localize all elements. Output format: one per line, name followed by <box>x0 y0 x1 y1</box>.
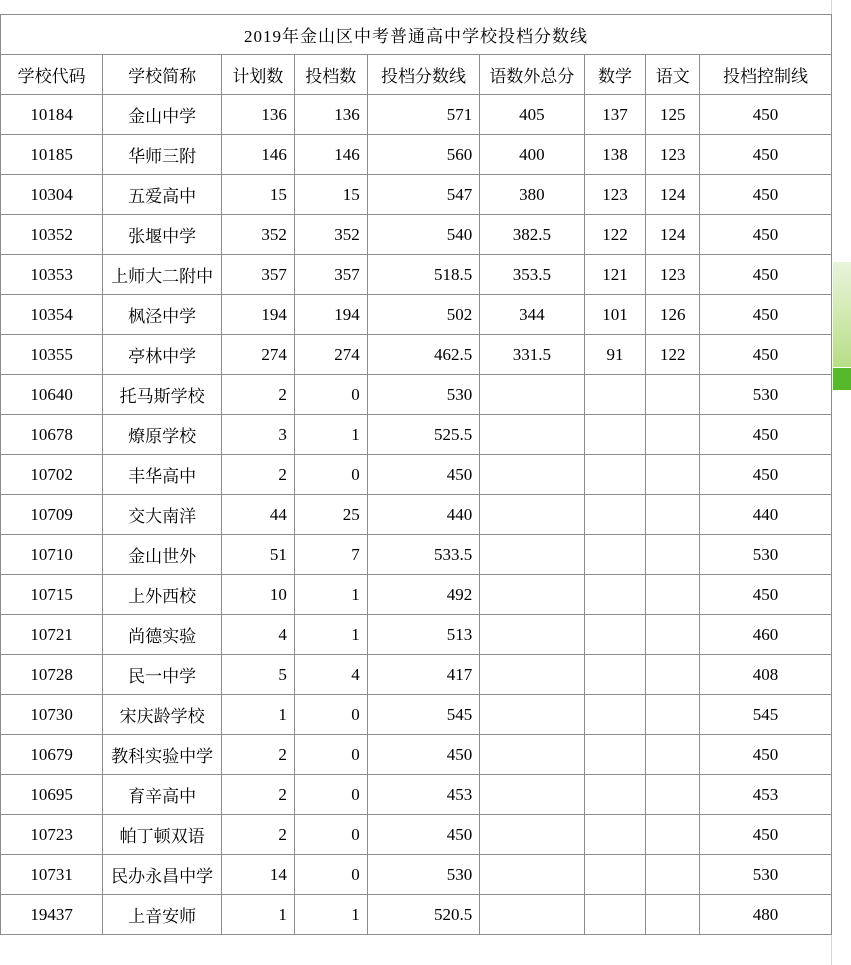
score-table-container <box>0 14 832 935</box>
cell-chinese-score <box>646 855 700 895</box>
cell-school-name: 上音安师 <box>103 895 222 935</box>
cell-control-line: 450 <box>700 215 832 255</box>
table-row <box>1 535 832 575</box>
cell-cutoff-score: 545 <box>367 695 479 735</box>
cell-cutoff-score: 547 <box>367 175 479 215</box>
header-row <box>1 55 832 95</box>
cell-plan-count: 1 <box>221 695 294 735</box>
cell-control-line: 530 <box>700 375 832 415</box>
cell-cutoff-score: 513 <box>367 615 479 655</box>
cell-control-line: 450 <box>700 95 832 135</box>
cell-control-line: 453 <box>700 775 832 815</box>
table-row <box>1 895 832 935</box>
cell-three-subject-total <box>480 415 584 455</box>
cell-admitted-count: 0 <box>294 775 367 815</box>
cell-school-code: 19437 <box>1 895 103 935</box>
cell-plan-count: 136 <box>221 95 294 135</box>
table-row <box>1 335 832 375</box>
cell-three-subject-total: 353.5 <box>480 255 584 295</box>
cell-plan-count: 357 <box>221 255 294 295</box>
cell-school-name: 金山世外 <box>103 535 222 575</box>
cell-three-subject-total: 400 <box>480 135 584 175</box>
column-header-plan-count: 计划数 <box>221 55 294 95</box>
cell-plan-count: 146 <box>221 135 294 175</box>
cell-math-score <box>584 895 646 935</box>
cell-cutoff-score: 502 <box>367 295 479 335</box>
cell-admitted-count: 25 <box>294 495 367 535</box>
cell-school-code: 10354 <box>1 295 103 335</box>
column-header-admitted-count: 投档数 <box>294 55 367 95</box>
cell-school-code: 10184 <box>1 95 103 135</box>
cell-control-line: 460 <box>700 615 832 655</box>
cell-cutoff-score: 492 <box>367 575 479 615</box>
cell-admitted-count: 194 <box>294 295 367 335</box>
cell-chinese-score <box>646 895 700 935</box>
cell-cutoff-score: 530 <box>367 855 479 895</box>
cell-school-name: 上师大二附中 <box>103 255 222 295</box>
cell-admitted-count: 357 <box>294 255 367 295</box>
cell-chinese-score <box>646 655 700 695</box>
cell-admitted-count: 1 <box>294 575 367 615</box>
cell-control-line: 450 <box>700 415 832 455</box>
cell-math-score <box>584 735 646 775</box>
cell-school-name: 上外西校 <box>103 575 222 615</box>
cell-control-line: 545 <box>700 695 832 735</box>
cell-math-score: 91 <box>584 335 646 375</box>
cell-admitted-count: 352 <box>294 215 367 255</box>
cell-school-name: 育辛高中 <box>103 775 222 815</box>
cell-school-name: 托马斯学校 <box>103 375 222 415</box>
table-row <box>1 695 832 735</box>
table-row <box>1 775 832 815</box>
cell-school-name: 尚德实验 <box>103 615 222 655</box>
cell-school-code: 10709 <box>1 495 103 535</box>
cell-control-line: 480 <box>700 895 832 935</box>
cell-three-subject-total <box>480 895 584 935</box>
cell-plan-count: 2 <box>221 375 294 415</box>
cell-cutoff-score: 520.5 <box>367 895 479 935</box>
cell-three-subject-total: 405 <box>480 95 584 135</box>
cell-cutoff-score: 518.5 <box>367 255 479 295</box>
cell-control-line: 450 <box>700 255 832 295</box>
cell-chinese-score: 125 <box>646 95 700 135</box>
cell-admitted-count: 1 <box>294 895 367 935</box>
cell-cutoff-score: 533.5 <box>367 535 479 575</box>
cell-cutoff-score: 540 <box>367 215 479 255</box>
cell-math-score: 122 <box>584 215 646 255</box>
cell-plan-count: 44 <box>221 495 294 535</box>
cell-admitted-count: 0 <box>294 815 367 855</box>
cell-math-score <box>584 575 646 615</box>
cell-cutoff-score: 440 <box>367 495 479 535</box>
cell-school-name: 教科实验中学 <box>103 735 222 775</box>
cell-plan-count: 2 <box>221 735 294 775</box>
cell-math-score: 123 <box>584 175 646 215</box>
cell-admitted-count: 274 <box>294 335 367 375</box>
cell-plan-count: 194 <box>221 295 294 335</box>
column-header-control-line: 投档控制线 <box>700 55 832 95</box>
edge-color-chip-green-gradient <box>833 262 851 367</box>
cell-school-name: 枫泾中学 <box>103 295 222 335</box>
cell-school-code: 10355 <box>1 335 103 375</box>
cell-cutoff-score: 450 <box>367 455 479 495</box>
cell-control-line: 450 <box>700 175 832 215</box>
cell-school-name: 燎原学校 <box>103 415 222 455</box>
cell-cutoff-score: 450 <box>367 735 479 775</box>
cell-cutoff-score: 462.5 <box>367 335 479 375</box>
cell-plan-count: 352 <box>221 215 294 255</box>
cell-three-subject-total: 331.5 <box>480 335 584 375</box>
cell-math-score <box>584 375 646 415</box>
cell-school-code: 10304 <box>1 175 103 215</box>
cell-three-subject-total <box>480 815 584 855</box>
cell-admitted-count: 146 <box>294 135 367 175</box>
cell-admitted-count: 1 <box>294 615 367 655</box>
table-row <box>1 815 832 855</box>
cell-school-code: 10721 <box>1 615 103 655</box>
table-row <box>1 415 832 455</box>
cell-chinese-score: 126 <box>646 295 700 335</box>
cell-plan-count: 2 <box>221 455 294 495</box>
cell-school-name: 民办永昌中学 <box>103 855 222 895</box>
cell-control-line: 450 <box>700 575 832 615</box>
cell-control-line: 530 <box>700 855 832 895</box>
cell-school-code: 10728 <box>1 655 103 695</box>
cell-school-name: 金山中学 <box>103 95 222 135</box>
cell-plan-count: 2 <box>221 815 294 855</box>
table-row <box>1 575 832 615</box>
cell-math-score: 121 <box>584 255 646 295</box>
cell-three-subject-total <box>480 495 584 535</box>
cell-cutoff-score: 530 <box>367 375 479 415</box>
cell-three-subject-total <box>480 455 584 495</box>
column-header-three-subject-total: 语数外总分 <box>480 55 584 95</box>
cell-chinese-score <box>646 415 700 455</box>
cell-three-subject-total <box>480 655 584 695</box>
cell-school-name: 帕丁顿双语 <box>103 815 222 855</box>
cell-math-score: 138 <box>584 135 646 175</box>
cell-math-score <box>584 535 646 575</box>
cell-chinese-score <box>646 815 700 855</box>
cell-admitted-count: 0 <box>294 735 367 775</box>
cell-control-line: 450 <box>700 295 832 335</box>
right-edge-strip <box>831 0 851 965</box>
cell-school-name: 宋庆龄学校 <box>103 695 222 735</box>
cell-plan-count: 5 <box>221 655 294 695</box>
cell-school-code: 10353 <box>1 255 103 295</box>
cell-school-code: 10723 <box>1 815 103 855</box>
cell-cutoff-score: 560 <box>367 135 479 175</box>
cell-school-name: 亭林中学 <box>103 335 222 375</box>
cell-chinese-score <box>646 695 700 735</box>
cell-cutoff-score: 571 <box>367 95 479 135</box>
table-row <box>1 215 832 255</box>
cell-three-subject-total <box>480 735 584 775</box>
cell-school-code: 10640 <box>1 375 103 415</box>
cell-three-subject-total <box>480 535 584 575</box>
cell-chinese-score <box>646 535 700 575</box>
cell-admitted-count: 136 <box>294 95 367 135</box>
cell-plan-count: 2 <box>221 775 294 815</box>
cell-admitted-count: 4 <box>294 655 367 695</box>
cell-plan-count: 4 <box>221 615 294 655</box>
cell-school-code: 10730 <box>1 695 103 735</box>
cell-chinese-score: 123 <box>646 255 700 295</box>
cell-three-subject-total <box>480 695 584 735</box>
column-header-chinese: 语文 <box>646 55 700 95</box>
table-head <box>1 15 832 95</box>
cell-school-name: 丰华高中 <box>103 455 222 495</box>
cell-school-name: 民一中学 <box>103 655 222 695</box>
cell-math-score <box>584 415 646 455</box>
cell-admitted-count: 0 <box>294 375 367 415</box>
table-row <box>1 855 832 895</box>
table-row <box>1 735 832 775</box>
cell-math-score: 137 <box>584 95 646 135</box>
cell-control-line: 450 <box>700 135 832 175</box>
admission-score-table <box>0 14 832 935</box>
cell-three-subject-total: 380 <box>480 175 584 215</box>
cell-plan-count: 10 <box>221 575 294 615</box>
cell-chinese-score <box>646 455 700 495</box>
cell-school-name: 五爱高中 <box>103 175 222 215</box>
table-row <box>1 615 832 655</box>
cell-chinese-score: 124 <box>646 215 700 255</box>
cell-control-line: 440 <box>700 495 832 535</box>
table-body <box>1 95 832 935</box>
cell-chinese-score: 123 <box>646 135 700 175</box>
cell-plan-count: 51 <box>221 535 294 575</box>
cell-math-score <box>584 495 646 535</box>
cell-cutoff-score: 450 <box>367 815 479 855</box>
cell-chinese-score: 124 <box>646 175 700 215</box>
cell-school-name: 交大南洋 <box>103 495 222 535</box>
cell-school-code: 10702 <box>1 455 103 495</box>
cell-chinese-score <box>646 495 700 535</box>
table-row <box>1 95 832 135</box>
title-row <box>1 15 832 55</box>
column-header-math: 数学 <box>584 55 646 95</box>
cell-admitted-count: 15 <box>294 175 367 215</box>
cell-math-score <box>584 815 646 855</box>
cell-school-code: 10715 <box>1 575 103 615</box>
cell-control-line: 530 <box>700 535 832 575</box>
edge-color-chip-green-solid <box>833 368 851 390</box>
cell-school-code: 10679 <box>1 735 103 775</box>
cell-plan-count: 3 <box>221 415 294 455</box>
cell-math-score <box>584 695 646 735</box>
table-row <box>1 255 832 295</box>
table-row <box>1 455 832 495</box>
cell-math-score <box>584 455 646 495</box>
cell-control-line: 450 <box>700 815 832 855</box>
cell-three-subject-total <box>480 615 584 655</box>
cell-math-score <box>584 855 646 895</box>
cell-school-code: 10731 <box>1 855 103 895</box>
cell-school-code: 10695 <box>1 775 103 815</box>
cell-math-score <box>584 655 646 695</box>
cell-chinese-score <box>646 775 700 815</box>
cell-chinese-score <box>646 615 700 655</box>
table-row <box>1 295 832 335</box>
page-title: 2019年金山区中考普通高中学校投档分数线 <box>1 15 832 55</box>
cell-control-line: 450 <box>700 735 832 775</box>
cell-cutoff-score: 525.5 <box>367 415 479 455</box>
cell-school-code: 10352 <box>1 215 103 255</box>
cell-math-score <box>584 775 646 815</box>
cell-three-subject-total <box>480 775 584 815</box>
cell-control-line: 450 <box>700 455 832 495</box>
cell-admitted-count: 1 <box>294 415 367 455</box>
cell-three-subject-total: 344 <box>480 295 584 335</box>
cell-admitted-count: 0 <box>294 855 367 895</box>
cell-three-subject-total: 382.5 <box>480 215 584 255</box>
cell-admitted-count: 0 <box>294 455 367 495</box>
column-header-school-code: 学校代码 <box>1 55 103 95</box>
cell-school-name: 华师三附 <box>103 135 222 175</box>
cell-school-code: 10185 <box>1 135 103 175</box>
cell-school-code: 10710 <box>1 535 103 575</box>
cell-three-subject-total <box>480 575 584 615</box>
cell-chinese-score: 122 <box>646 335 700 375</box>
cell-plan-count: 15 <box>221 175 294 215</box>
cell-control-line: 450 <box>700 335 832 375</box>
table-row <box>1 175 832 215</box>
cell-three-subject-total <box>480 375 584 415</box>
cell-math-score <box>584 615 646 655</box>
table-row <box>1 495 832 535</box>
cell-admitted-count: 7 <box>294 535 367 575</box>
column-header-school-name: 学校简称 <box>103 55 222 95</box>
cell-school-code: 10678 <box>1 415 103 455</box>
cell-three-subject-total <box>480 855 584 895</box>
cell-admitted-count: 0 <box>294 695 367 735</box>
cell-math-score: 101 <box>584 295 646 335</box>
cell-school-name: 张堰中学 <box>103 215 222 255</box>
column-header-cutoff-score: 投档分数线 <box>367 55 479 95</box>
cell-control-line: 408 <box>700 655 832 695</box>
table-row <box>1 655 832 695</box>
cell-chinese-score <box>646 375 700 415</box>
table-row <box>1 375 832 415</box>
cell-plan-count: 1 <box>221 895 294 935</box>
cell-cutoff-score: 417 <box>367 655 479 695</box>
table-row <box>1 135 832 175</box>
cell-chinese-score <box>646 575 700 615</box>
cell-plan-count: 274 <box>221 335 294 375</box>
cell-chinese-score <box>646 735 700 775</box>
cell-plan-count: 14 <box>221 855 294 895</box>
cell-cutoff-score: 453 <box>367 775 479 815</box>
